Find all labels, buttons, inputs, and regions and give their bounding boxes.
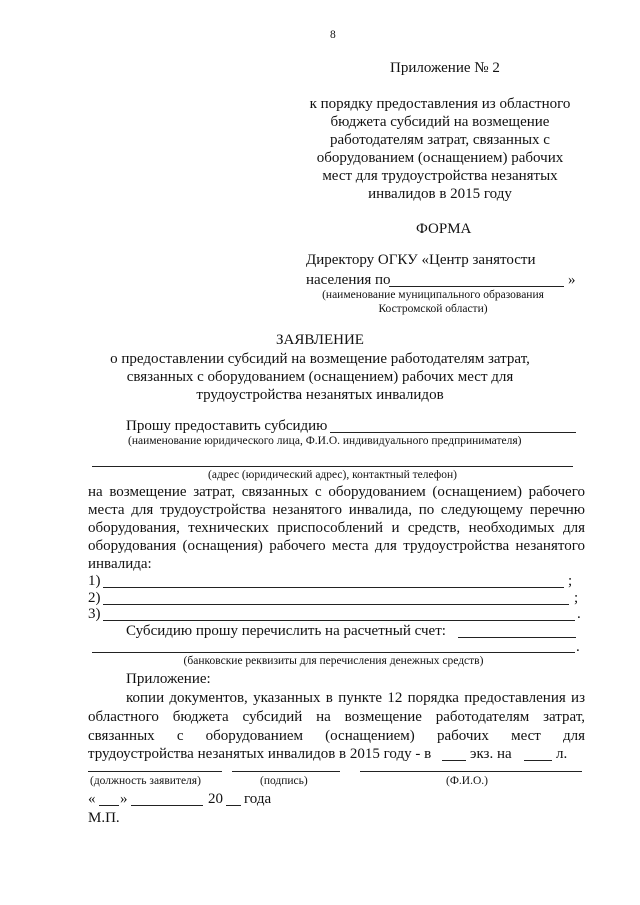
addressee-line: Директору ОГКУ «Центр занятости [306,252,536,268]
sheets-count-field[interactable] [524,760,552,761]
statement-line: о предоставлении субсидий на возмещение работодателям затрат, [110,351,530,367]
page-number: 8 [330,29,336,41]
account-field[interactable] [458,637,576,638]
applicant-address-field[interactable] [92,466,573,467]
item-field[interactable] [103,604,569,605]
date-open-quote: « [88,791,96,807]
statement-line: связанных с оборудованием (оснащением) рабочих мест для [126,369,514,385]
body-line: оборудования, технических приспособлений и средств, необходимых для [88,520,585,536]
bank-details-hint: (банковские реквизиты для перечисления денежных средств) [183,655,484,667]
attachment-line: областного бюджета субсидий на возмещение работодателям затрат, [88,709,585,725]
appendix-line: бюджета субсидий на возмещение [330,114,550,130]
body-line: на возмещение затрат, связанных с оборудованием (оснащением) рабочего [88,484,585,500]
addressee-suffix: » [568,272,576,288]
form-title: ФОРМА [416,221,472,237]
applicant-name-hint: (наименование юридического лица, Ф.И.О. индивидуального предпринимателя) [128,435,522,447]
month-field[interactable] [131,805,203,806]
year-suffix: года [244,791,272,807]
item-number: 2) [88,590,101,606]
attachment-last-part3: л. [556,746,568,762]
statement-title: ЗАЯВЛЕНИЕ [276,332,364,348]
attachment-last-part1: трудоустройства незанятых инвалидов в 2015 году - в [88,746,432,762]
signature-hint: (подпись) [260,775,308,787]
appendix-line: мест для трудоустройства незанятых [322,168,558,184]
appendix-line: работодателям затрат, связанных с [330,132,550,148]
item-number: 3) [88,606,101,622]
item-end: . [577,606,581,622]
municipality-field[interactable] [389,286,564,287]
body-line-last: инвалида: [88,556,152,572]
item-field[interactable] [103,587,564,588]
item-end: ; [568,573,573,589]
transfer-text: Субсидию прошу перечислить на расчетный счет: [126,623,446,639]
municipality-hint: Костромской области) [378,303,488,315]
attachment-title: Приложение: [126,671,211,687]
position-field[interactable] [88,771,222,772]
request-prefix: Прошу предоставить субсидию [126,418,328,434]
date-close-quote: » [120,791,128,807]
copies-count-field[interactable] [442,760,466,761]
transfer-end: . [576,639,580,655]
statement-line: трудоустройства незанятых инвалидов [196,387,444,403]
year-field[interactable] [226,805,241,806]
municipality-hint: (наименование муниципального образования [322,289,544,301]
position-hint: (должность заявителя) [90,775,201,787]
applicant-address-hint: (адрес (юридический адрес), контактный телефон) [208,469,457,481]
item-field[interactable] [103,620,575,621]
appendix-line: оборудованием (оснащением) рабочих [316,150,564,166]
appendix-title: Приложение № 2 [390,60,500,76]
item-end: ; [574,590,579,606]
attachment-line: копии документов, указанных в пункте 12 порядка предоставления из [126,690,585,706]
signature-field[interactable] [232,771,340,772]
bank-details-field[interactable] [92,652,575,653]
day-field[interactable] [99,805,119,806]
stamp-place: М.П. [88,810,120,826]
appendix-line: к порядку предоставления из областного [309,96,571,112]
body-line: оборудования (оснащения) рабочего места для трудоустройства незанятого [88,538,585,554]
addressee-prefix: населения по [306,272,391,288]
body-line: места для трудоустройства незанятого инвалида, по следующему перечню [88,502,585,518]
item-number: 1) [88,573,101,589]
appendix-line: инвалидов в 2015 году [368,186,512,202]
attachment-line: связанных с оборудованием (оснащением) рабочих мест для [88,728,585,744]
full-name-field[interactable] [360,771,582,772]
attachment-last-part2: экз. на [470,746,512,762]
applicant-name-field[interactable] [330,432,576,433]
year-prefix: 20 [208,791,223,807]
full-name-hint: (Ф.И.О.) [446,775,488,787]
